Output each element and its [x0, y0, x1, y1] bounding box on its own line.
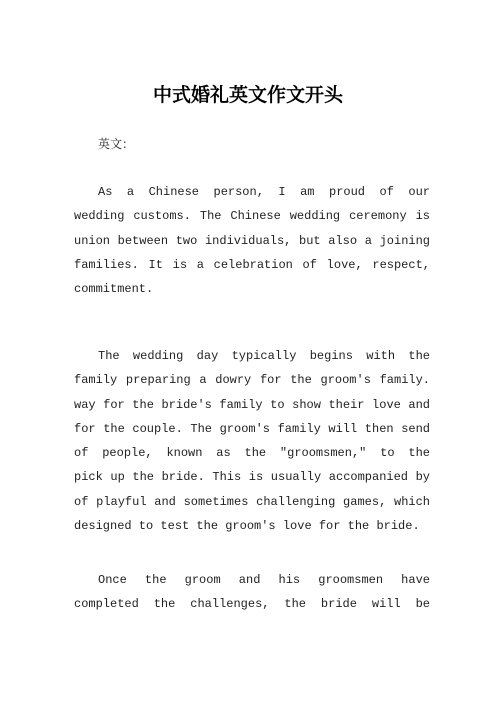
paragraph-line: union between two individuals, but also a joining — [74, 233, 430, 248]
section-label: 英文： — [98, 137, 135, 151]
paragraph-line: family preparing a dowry for the groom's family. — [74, 373, 430, 388]
paragraph-line: of playful and sometimes challenging games, which — [74, 494, 430, 509]
paragraph-line: of people, known as the "groomsmen," to the — [74, 446, 430, 461]
paragraph-line: families. It is a celebration of love, respect, — [74, 257, 430, 272]
paragraph-line: for the couple. The groom's family will then send — [74, 421, 430, 436]
paragraph-line: As a Chinese person, I am proud of our — [98, 185, 430, 199]
paragraph-line: Once the groom and his groomsmen have — [98, 573, 430, 587]
paragraph-1 — [74, 180, 430, 301]
document-title: 中式婚礼英文作文开头 — [152, 84, 343, 106]
paragraph-line: way for the bride's family to show their love and — [74, 397, 430, 412]
paragraph-line: pick up the bride. This is usually accompanied by — [74, 470, 430, 485]
paragraph-3 — [74, 568, 430, 617]
paragraph-line: commitment. — [74, 282, 154, 297]
paragraph-line: The wedding day typically begins with the — [98, 349, 430, 363]
paragraph-line: wedding customs. The Chinese wedding ceremony is — [74, 209, 430, 224]
paragraph-2 — [74, 344, 430, 538]
paragraph-line: completed the challenges, the bride will be — [74, 597, 430, 612]
paragraph-line: designed to test the groom's love for the bride. — [74, 519, 420, 534]
